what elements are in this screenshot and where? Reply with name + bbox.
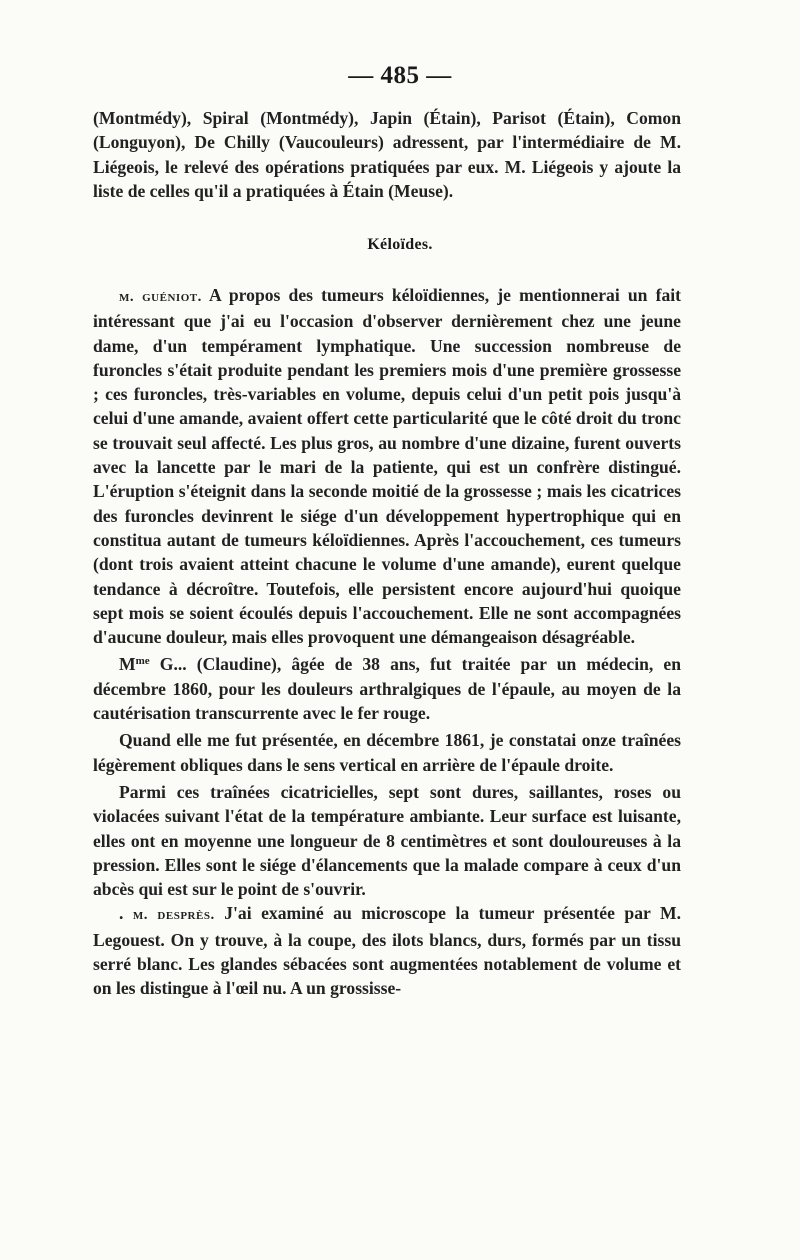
case-paragraph (93, 649, 681, 725)
case-title: M (119, 654, 136, 675)
presentation-paragraph: Quand elle me fut présentée, en décembre 1861, je constatai onze traînées légèrement obliques dans le sens vertical en arrière de l'épaule droite. (93, 730, 681, 775)
gueniot-paragraph (93, 283, 681, 649)
traits-paragraph: Parmi ces traînées cicatricielles, sept sont dures, saillantes, roses ou violacées suivant l'état de la température ambiante. Leur surface est luisante, elles ont en moyenne une longueur de 8 centimètres et sont douloureuses à la pression. Elles sont le siége d'élancements que la malade compare à ceux d'un abcès qui est sur le point de s'ouvrir. (93, 781, 681, 900)
despres-text: J'ai examiné au microscope la tumeur présentée par M. Legouest. On y trouve, à la coupe, des ilots blancs, durs, formés par un tissu serré blanc. Les glandes sébacées sont augmentées notablement de volume et on les distingue à l'œil nu. A un grossisse- (93, 903, 682, 999)
speaker-gueniot: m. guéniot. (119, 289, 202, 305)
section-title: Kéloïdes. (367, 236, 433, 253)
speaker-despres: m. desprès. (132, 907, 215, 924)
despres-lead: . (119, 903, 133, 924)
intro-paragraph: (Montmédy), Spiral (Montmédy), Japin (Étain), Parisot (Étain), Comon (Longuyon), De Chilly (Vaucouleurs) adressent, par l'intermédiaire de M. Liégeois, le relevé des opérations pratiquées par eux. M. Liégeois y ajoute la liste de celles qu'il a pratiquées à Étain (Meuse). (93, 108, 681, 201)
intro-text-block (93, 106, 681, 203)
page-number: — 485 — (348, 62, 452, 89)
gueniot-text: A propos des tumeurs kéloïdiennes, je mentionnerai un fait intéressant que j'ai eu l'occasion d'observer dernièrement chez une jeune dame, d'un tempérament lymphatique. Une succession nombreuse de furoncles s'était produite pendant les premiers mois d'une première grossesse ; ces furoncles, très-variables en volume, depuis celui d'un petit pois jusqu'à celui d'une amande, avaient offert cette particularité que le côté droit du tronc se trouvait seul affecté. Les plus gros, au nombre d'une dizaine, furent ouverts avec la lancette par le mari de la patiente, qui est un confrère distingué. L'éruption s'éteignit dans la seconde moitié de la grossesse ; mais les cicatrices des furoncles devinrent le siége d'un développement hypertrophique qui en constitua autant de tumeurs kéloïdiennes. Après l'accouchement, ces tumeurs (dont trois avaient atteint chacune le volume d'une amande), eurent quelque tendance à décroître. Toutefois, elle persistent encore aujourd'hui quoique sept mois se soient écoulés depuis l'accouchement. Elle ne sont accompagnées d'aucune douleur, mais elles provoquent une démangeaison désagréable. (93, 285, 681, 648)
case-title-sup: me (135, 655, 150, 668)
case-text: G... (Claudine), âgée de 38 ans, fut traitée par un médecin, en décembre 1860, pour les douleurs arthralgiques de l'épaule, au moyen de la cautérisation transcurrente avec le fer rouge. (93, 654, 681, 724)
despres-paragraph (93, 901, 681, 1000)
main-text-block (93, 283, 681, 1001)
